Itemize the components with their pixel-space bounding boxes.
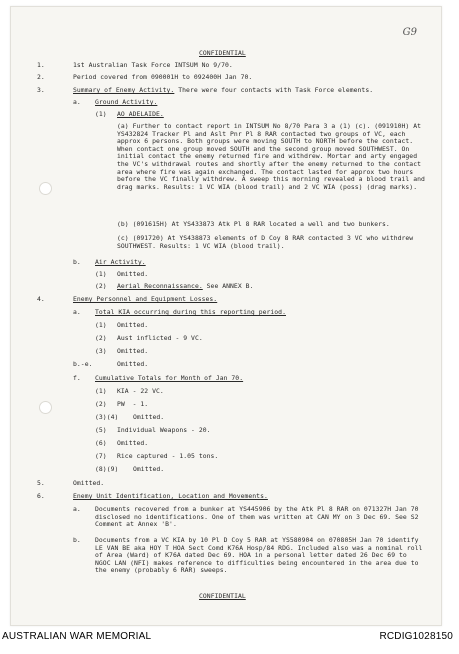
sub-label: (5) <box>95 426 107 434</box>
heading-text: Aerial Reconnaissance. <box>117 282 203 290</box>
para-number: 4. <box>37 295 45 303</box>
archive-credit: AUSTRALIAN WAR MEMORIAL <box>2 631 152 642</box>
item-text: Omitted. <box>117 347 149 355</box>
archive-reference: RCDIG1028150 <box>379 631 453 642</box>
item-text: Omitted. <box>117 439 149 447</box>
para-number: 6. <box>37 492 45 500</box>
punch-hole <box>39 182 52 195</box>
sub-label: (6) <box>95 439 107 447</box>
heading-rest: See ANNEX B. <box>202 282 254 290</box>
heading-rest: There were four contacts with Task Force elements. <box>174 86 374 94</box>
contact-report-c: (c) (091720) At YS438873 elements of D Coy 8 RAR contacted 3 VC who withdrew SOUTHWEST. Results: 1 VC WIA (blood trail). <box>117 234 414 250</box>
para-heading: Enemy Unit Identification, Location and Movements. <box>73 492 268 500</box>
item-text: Omitted. <box>133 465 165 473</box>
punch-hole <box>39 401 52 414</box>
sub-label: (3) <box>95 347 107 355</box>
sub-label: f. <box>73 374 81 382</box>
para-number: 2. <box>37 73 45 81</box>
item-text: Individual Weapons - 20. <box>117 426 211 434</box>
para-number: 3. <box>37 86 45 94</box>
item-text <box>117 283 253 291</box>
footer-classification: CONFIDENTIAL <box>199 592 246 600</box>
item-text: Aust inflicted - 9 VC. <box>117 334 203 342</box>
para-text: Omitted. <box>73 479 105 487</box>
sub-label: (3)(4) <box>95 413 119 421</box>
sub-label: (1) <box>95 270 107 278</box>
header-classification: CONFIDENTIAL <box>199 49 246 57</box>
sub-label: a. <box>73 505 81 513</box>
sub-label: (7) <box>95 452 107 460</box>
sub-label: (8)(9) <box>95 465 119 473</box>
item-text: KIA - 22 VC. <box>117 387 164 395</box>
sub-label: (1) <box>95 110 107 118</box>
para-heading: Enemy Personnel and Equipment Losses. <box>73 295 218 303</box>
document-page <box>10 6 442 626</box>
sub-label: a. <box>73 98 81 106</box>
para-text: 1st Australian Task Force INTSUM No 9/70. <box>73 61 233 69</box>
para-number: 1. <box>37 61 45 69</box>
sub-label: (2) <box>95 282 107 290</box>
sub-label: b. <box>73 536 81 544</box>
sub-label: b. <box>73 258 81 266</box>
para-text: Period covered from 090001H to 092400H Jan 70. <box>73 73 253 81</box>
item-text: Omitted. <box>117 360 149 368</box>
item-text: Omitted. <box>117 270 149 278</box>
contact-report-a: (a) Further to contact report in INTSUM No 8/70 Para 3 a (1) (c). (091910H) At YS432824 Tracker Pl and Aslt Pnr Pl 8 RAR contacted two groups of VC, each approx 6 persons. Both groups were moving SOUTH to NORTH before the contact. When contact one group moved SOUTH and the second group moved SOUTHWEST. On initial contact the enemy returned fire and withdrew. Mortar and arty engaged the VC's withdrawal routes and shortly after the enemy returned to the contact area where fire was again exchanged. The contact lasted for approx two hours before the VC finally withdrew. A sweep this morning revealed a blood trail and drag marks. Results: 1 VC WIA (blood trail) and 2 VC WIA (poss) (drag marks). <box>117 122 425 191</box>
sub-heading: AO ADELAIDE. <box>117 110 164 118</box>
sub-label: (1) <box>95 387 107 395</box>
handwritten-reference: G9 <box>402 27 417 38</box>
para-heading <box>73 87 373 95</box>
item-text: Rice captured - 1.05 tons. <box>117 452 219 460</box>
sub-label: (2) <box>95 334 107 342</box>
sub-heading: Ground Activity. <box>95 98 158 106</box>
item-text: Omitted. <box>117 321 149 329</box>
identification-b: Documents from a VC KIA by 10 Pl D Coy 5 RAR at YS580904 on 070805H Jan 70 identify LE VAN BE aka HOY T HOA Sect Comd K76A Hosp/84 RDG. Included also was a nominal roll of Area (Ward) of K76A dated Dec 69. HOA in a personal letter dated 26 Dec 69 to NGOC LAN (NFI) makes reference to difficulties being encountered in the area due to the enemy (probably 6 RAR) sweeps. <box>95 536 423 575</box>
sub-heading: Air Activity. <box>95 258 146 266</box>
identification-a: Documents recovered from a bunker at YS445906 by the Atk Pl 8 RAR on 071327H Jan 70 disclosed no identifications. One of them was written at CAN MY on 3 Dec 69. See S2 Comment at Annex 'B'. <box>95 505 419 529</box>
sub-label: (2) <box>95 400 107 408</box>
heading-text: Summary of Enemy Activity. <box>73 86 175 94</box>
sub-label: a. <box>73 308 81 316</box>
sub-label: (1) <box>95 321 107 329</box>
sub-label: b.-e. <box>73 360 93 368</box>
contact-report-b: (b) (091615H) At YS433873 Atk Pl 8 RAR located a well and two bunkers. <box>117 220 390 228</box>
item-text: Omitted. <box>133 413 165 421</box>
sub-heading: Total KIA occurring during this reporting period. <box>95 308 286 316</box>
item-text: PW - 1. <box>117 400 149 408</box>
para-number: 5. <box>37 479 45 487</box>
sub-heading: Cumulative Totals for Month of Jan 70. <box>95 374 244 382</box>
